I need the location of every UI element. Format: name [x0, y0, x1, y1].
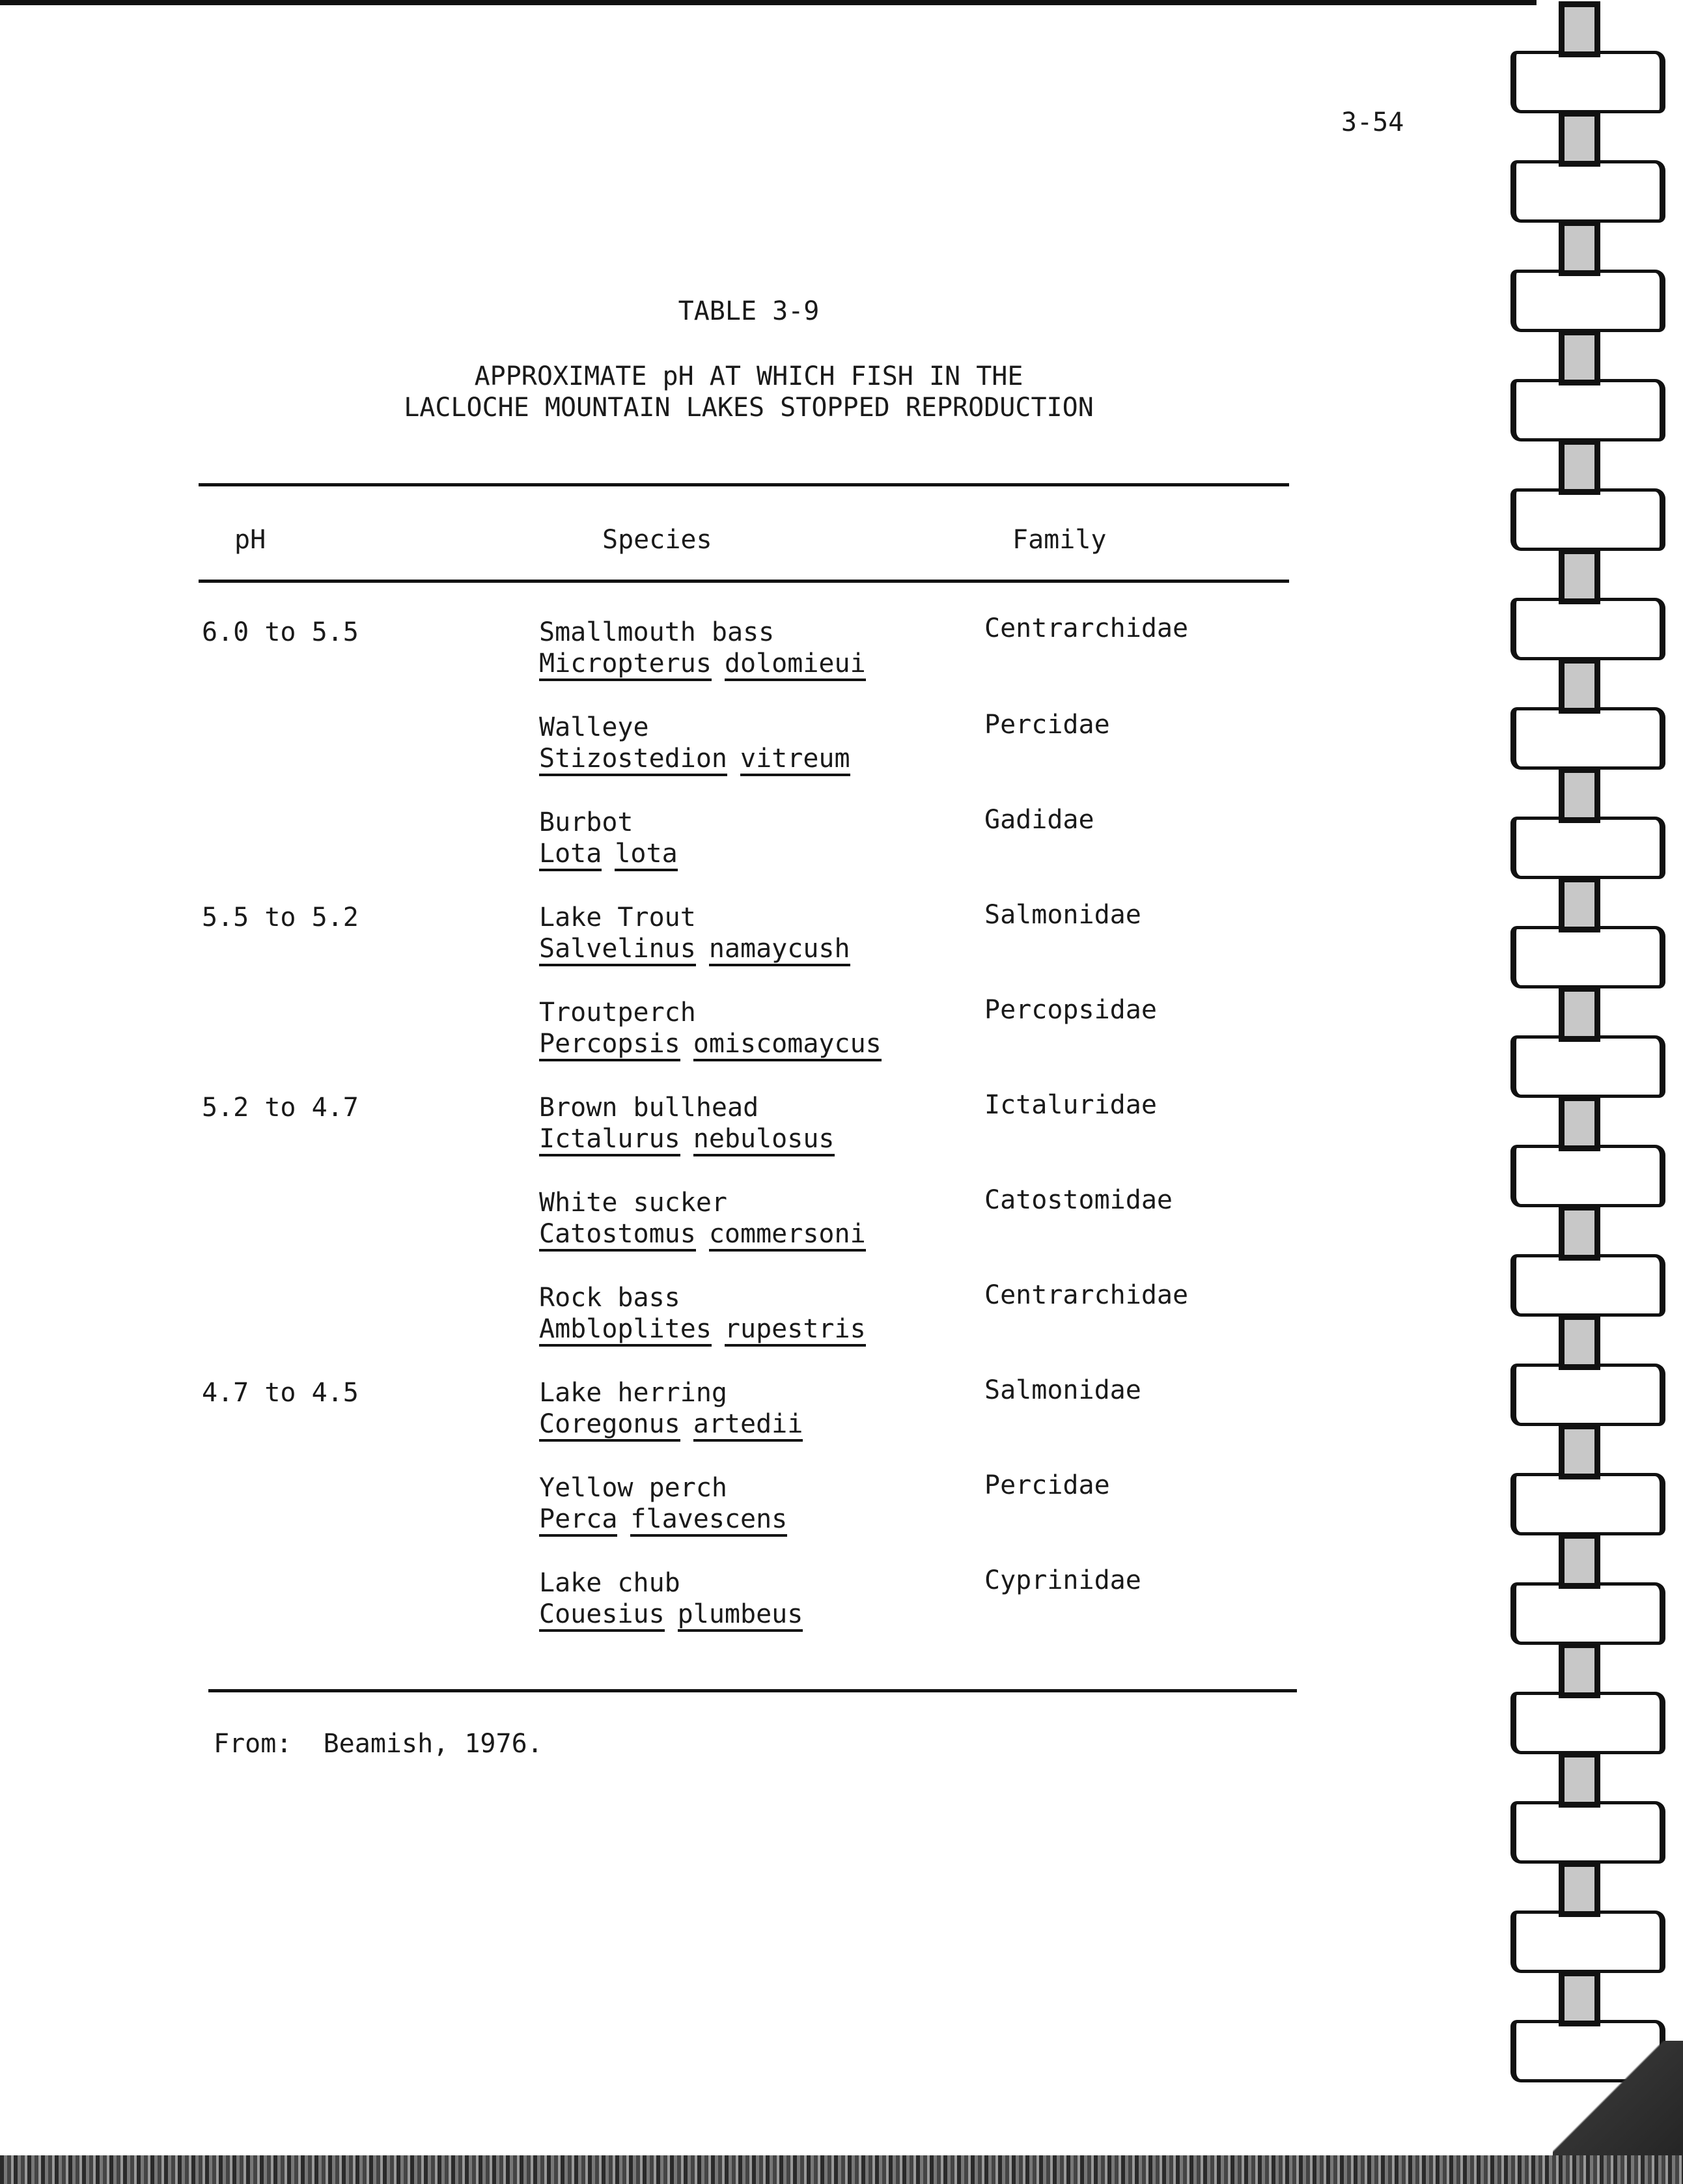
binding-coil [1510, 51, 1665, 113]
binding-coil [1510, 1364, 1665, 1426]
table-bottom-rule [208, 1689, 1297, 1692]
species-epithet: rupestris [725, 1316, 866, 1347]
genus: Salvelinus [539, 936, 696, 966]
family-name: Ictaluridae [984, 1090, 1157, 1120]
table-title-line-1: APPROXIMATE pH AT WHICH FISH IN THE [474, 361, 1023, 391]
binding-coil [1510, 707, 1665, 770]
table-top-rule [199, 483, 1289, 486]
spiral-binding [1497, 0, 1683, 2155]
binding-hole [1559, 1314, 1600, 1370]
genus: Ambloplites [539, 1316, 712, 1347]
column-header-ph: pH [234, 525, 266, 555]
genus: Micropterus [539, 651, 712, 681]
ph-range: 4.7 to 4.5 [202, 1378, 359, 1408]
binding-coil [1510, 598, 1665, 660]
common-name: Lake chub [539, 1568, 680, 1598]
species-epithet: artedii [693, 1411, 803, 1442]
common-name: Yellow perch [539, 1473, 727, 1503]
binding-hole [1559, 1642, 1600, 1698]
header-rule [199, 580, 1289, 583]
common-name: Troutperch [539, 998, 696, 1028]
common-name: White sucker [539, 1188, 727, 1218]
family-name: Percopsidae [984, 995, 1157, 1025]
scientific-name [539, 934, 863, 966]
binding-coil [1510, 270, 1665, 332]
scientific-name [539, 744, 863, 776]
genus: Couesius [539, 1601, 665, 1632]
binding-hole [1559, 1533, 1600, 1589]
scientific-name [539, 839, 691, 871]
genus: Percopsis [539, 1031, 680, 1061]
family-name: Percidae [984, 710, 1110, 740]
species-epithet: commersoni [709, 1221, 866, 1252]
binding-hole [1559, 220, 1600, 276]
page-top-edge [0, 0, 1537, 5]
column-header-family: Family [1012, 525, 1107, 555]
binding-hole [1559, 1861, 1600, 1917]
binding-coil [1510, 1254, 1665, 1317]
binding-coil [1510, 1473, 1665, 1535]
binding-hole [1559, 1752, 1600, 1808]
ph-range: 6.0 to 5.5 [202, 617, 359, 647]
binding-coil [1510, 488, 1665, 551]
column-header-species: Species [602, 525, 712, 555]
binding-hole [1559, 658, 1600, 714]
binding-coil [1510, 1911, 1665, 1973]
binding-hole [1559, 548, 1600, 604]
family-name: Salmonidae [984, 900, 1141, 930]
binding-coil [1510, 1145, 1665, 1207]
source-text: Beamish, 1976. [323, 1729, 543, 1759]
species-epithet: nebulosus [693, 1126, 835, 1156]
scientific-name [539, 1504, 800, 1537]
binding-coil [1510, 1692, 1665, 1754]
page-bottom-edge [0, 2155, 1683, 2184]
source-label: From: [214, 1729, 292, 1759]
species-epithet: omiscomaycus [693, 1031, 882, 1061]
scientific-name [539, 649, 879, 681]
binding-hole [1559, 1423, 1600, 1479]
table-label: TABLE 3-9 [678, 296, 820, 326]
binding-coil [1510, 1035, 1665, 1098]
binding-coil [1510, 1801, 1665, 1864]
binding-coil [1510, 1582, 1665, 1645]
family-name: Centrarchidae [984, 613, 1189, 643]
genus: Perca [539, 1506, 617, 1537]
common-name: Brown bullhead [539, 1093, 759, 1123]
ph-range: 5.2 to 4.7 [202, 1093, 359, 1123]
species-epithet: namaycush [709, 936, 850, 966]
binding-hole [1559, 1205, 1600, 1261]
binding-coil [1510, 160, 1665, 223]
binding-hole [1559, 876, 1600, 932]
common-name: Rock bass [539, 1283, 680, 1313]
common-name: Smallmouth bass [539, 617, 775, 647]
family-name: Salmonidae [984, 1375, 1141, 1405]
species-epithet: plumbeus [678, 1601, 803, 1632]
genus: Coregonus [539, 1411, 680, 1442]
species-epithet: flavescens [630, 1506, 787, 1537]
source-citation [214, 1729, 543, 1759]
ph-range: 5.5 to 5.2 [202, 903, 359, 932]
family-name: Centrarchidae [984, 1280, 1189, 1310]
genus: Catostomus [539, 1221, 696, 1252]
binding-hole [1559, 329, 1600, 385]
family-name: Percidae [984, 1470, 1110, 1500]
common-name: Walleye [539, 712, 649, 742]
page-number: 3-54 [1341, 107, 1404, 137]
binding-hole [1559, 767, 1600, 823]
binding-coil [1510, 379, 1665, 441]
scientific-name [539, 1219, 879, 1252]
genus: Stizostedion [539, 746, 727, 776]
species-epithet: lota [615, 841, 677, 871]
common-name: Burbot [539, 807, 633, 837]
species-epithet: vitreum [740, 746, 850, 776]
common-name: Lake herring [539, 1378, 727, 1408]
scientific-name [539, 1314, 879, 1347]
binding-coil [1510, 926, 1665, 988]
binding-hole [1559, 1, 1600, 57]
binding-hole [1559, 111, 1600, 167]
genus: Lota [539, 841, 602, 871]
binding-hole [1559, 986, 1600, 1042]
genus: Ictalurus [539, 1126, 680, 1156]
binding-hole [1559, 1095, 1600, 1151]
binding-hole [1559, 1970, 1600, 2026]
common-name: Lake Trout [539, 903, 696, 932]
binding-hole [1559, 439, 1600, 495]
family-name: Cyprinidae [984, 1565, 1141, 1595]
species-epithet: dolomieui [725, 651, 866, 681]
scientific-name [539, 1029, 895, 1061]
scientific-name [539, 1409, 816, 1442]
table-title-line-2: LACLOCHE MOUNTAIN LAKES STOPPED REPRODUCTION [404, 393, 1094, 423]
family-name: Catostomidae [984, 1185, 1173, 1215]
family-name: Gadidae [984, 805, 1094, 835]
scientific-name [539, 1599, 816, 1632]
binding-coil [1510, 817, 1665, 879]
scientific-name [539, 1124, 848, 1156]
